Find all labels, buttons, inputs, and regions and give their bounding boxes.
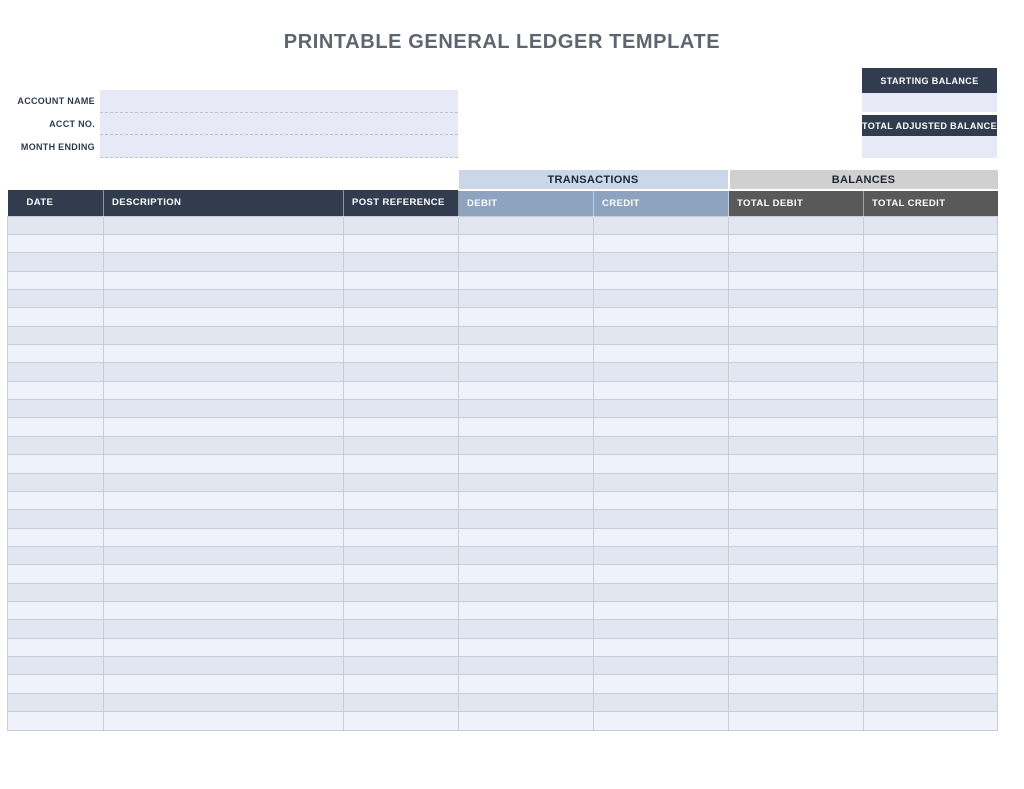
ledger-cell[interactable]	[594, 638, 729, 656]
ledger-cell[interactable]	[8, 253, 104, 271]
column-header-row	[8, 190, 998, 216]
ledger-cell[interactable]	[594, 473, 729, 491]
ledger-cell[interactable]	[104, 216, 344, 234]
ledger-cell[interactable]	[104, 436, 344, 454]
ledger-cell[interactable]	[729, 289, 864, 307]
ledger-cell[interactable]	[8, 418, 104, 436]
ledger-cell[interactable]	[344, 473, 459, 491]
ledger-cell[interactable]	[864, 510, 998, 528]
ledger-cell[interactable]	[344, 602, 459, 620]
ledger-cell[interactable]	[864, 418, 998, 436]
ledger-cell[interactable]	[864, 583, 998, 601]
ledger-row	[8, 638, 998, 656]
ledger-cell[interactable]	[8, 271, 104, 289]
ledger-cell[interactable]	[8, 363, 104, 381]
account-labels	[0, 90, 95, 158]
ledger-cell[interactable]	[729, 234, 864, 252]
ledger-cell[interactable]	[104, 638, 344, 656]
ledger-cell[interactable]	[729, 602, 864, 620]
ledger-cell[interactable]	[344, 712, 459, 730]
ledger-cell[interactable]	[729, 491, 864, 509]
ledger-cell[interactable]	[344, 363, 459, 381]
ledger-cell[interactable]	[594, 271, 729, 289]
ledger-cell[interactable]	[459, 712, 594, 730]
ledger-cell[interactable]	[459, 436, 594, 454]
ledger-cell[interactable]	[344, 216, 459, 234]
month-ending-field[interactable]	[100, 135, 458, 158]
ledger-cell[interactable]	[459, 455, 594, 473]
ledger-cell[interactable]	[8, 308, 104, 326]
ledger-cell[interactable]	[594, 234, 729, 252]
ledger-cell[interactable]	[344, 400, 459, 418]
column-header-date: DATE	[8, 190, 104, 216]
ledger-cell[interactable]	[459, 216, 594, 234]
month-ending-label: MONTH ENDING	[20, 141, 95, 152]
ledger-row	[8, 546, 998, 564]
ledger-cell[interactable]	[864, 363, 998, 381]
ledger-cell[interactable]	[864, 602, 998, 620]
ledger-cell[interactable]	[864, 638, 998, 656]
ledger-cell[interactable]	[344, 620, 459, 638]
ledger-cell[interactable]	[8, 234, 104, 252]
ledger-cell[interactable]	[864, 546, 998, 564]
ledger-cell[interactable]	[459, 253, 594, 271]
ledger-cell[interactable]	[104, 510, 344, 528]
ledger-cell[interactable]	[459, 565, 594, 583]
ledger-cell[interactable]	[8, 510, 104, 528]
ledger-cell[interactable]	[729, 510, 864, 528]
column-header-debit: DEBIT	[459, 190, 594, 216]
ledger-cell[interactable]	[729, 546, 864, 564]
ledger-cell[interactable]	[864, 473, 998, 491]
ledger-row	[8, 602, 998, 620]
ledger-cell[interactable]	[729, 693, 864, 711]
ledger-cell[interactable]	[864, 345, 998, 363]
ledger-cell[interactable]	[729, 253, 864, 271]
ledger-cell[interactable]	[344, 289, 459, 307]
ledger-cell[interactable]	[459, 345, 594, 363]
ledger-cell[interactable]	[729, 565, 864, 583]
ledger-cell[interactable]	[104, 693, 344, 711]
ledger-row	[8, 528, 998, 546]
ledger-cell[interactable]	[344, 638, 459, 656]
ledger-cell[interactable]	[344, 583, 459, 601]
ledger-cell[interactable]	[594, 657, 729, 675]
ledger-cell[interactable]	[459, 289, 594, 307]
ledger-cell[interactable]	[594, 675, 729, 693]
ledger-cell[interactable]	[594, 308, 729, 326]
ledger-cell[interactable]	[459, 308, 594, 326]
ledger-cell[interactable]	[8, 473, 104, 491]
ledger-cell[interactable]	[344, 546, 459, 564]
ledger-cell[interactable]	[729, 657, 864, 675]
ledger-body	[8, 216, 998, 730]
ledger-cell[interactable]	[104, 675, 344, 693]
ledger-cell[interactable]	[594, 455, 729, 473]
ledger-cell[interactable]	[459, 271, 594, 289]
ledger-row	[8, 381, 998, 399]
ledger-cell[interactable]	[104, 583, 344, 601]
ledger-cell[interactable]	[864, 620, 998, 638]
ledger-cell[interactable]	[594, 381, 729, 399]
ledger-cell[interactable]	[864, 234, 998, 252]
transactions-group-header: TRANSACTIONS	[459, 170, 729, 190]
ledger-cell[interactable]	[8, 602, 104, 620]
ledger-cell[interactable]	[729, 381, 864, 399]
ledger-cell[interactable]	[104, 253, 344, 271]
ledger-cell[interactable]	[864, 400, 998, 418]
ledger-cell[interactable]	[104, 381, 344, 399]
column-header-credit: CREDIT	[594, 190, 729, 216]
ledger-cell[interactable]	[8, 528, 104, 546]
ledger-cell[interactable]	[459, 620, 594, 638]
ledger-cell[interactable]	[864, 308, 998, 326]
ledger-cell[interactable]	[864, 289, 998, 307]
ledger-cell[interactable]	[729, 528, 864, 546]
ledger-cell[interactable]	[344, 455, 459, 473]
ledger-row	[8, 693, 998, 711]
ledger-cell[interactable]	[459, 400, 594, 418]
ledger-cell[interactable]	[594, 436, 729, 454]
ledger-cell[interactable]	[729, 345, 864, 363]
ledger-cell[interactable]	[864, 528, 998, 546]
ledger-cell[interactable]	[104, 602, 344, 620]
ledger-cell[interactable]	[344, 510, 459, 528]
ledger-cell[interactable]	[104, 657, 344, 675]
ledger-cell[interactable]	[344, 271, 459, 289]
ledger-cell[interactable]	[864, 712, 998, 730]
ledger-cell[interactable]	[864, 253, 998, 271]
ledger-cell[interactable]	[729, 583, 864, 601]
ledger-cell[interactable]	[864, 216, 998, 234]
acct-no-label: ACCT NO.	[49, 119, 95, 129]
ledger-cell[interactable]	[344, 308, 459, 326]
ledger-cell[interactable]	[459, 657, 594, 675]
ledger-cell[interactable]	[104, 418, 344, 436]
ledger-cell[interactable]	[864, 693, 998, 711]
ledger-cell[interactable]	[8, 326, 104, 344]
ledger-cell[interactable]	[104, 326, 344, 344]
ledger-row	[8, 712, 998, 730]
group-header-row	[8, 170, 998, 190]
ledger-cell[interactable]	[344, 565, 459, 583]
ledger-cell[interactable]	[104, 712, 344, 730]
ledger-cell[interactable]	[594, 583, 729, 601]
ledger-cell[interactable]	[344, 418, 459, 436]
ledger-cell[interactable]	[729, 216, 864, 234]
ledger-row	[8, 491, 998, 509]
ledger-cell[interactable]	[459, 675, 594, 693]
ledger-cell[interactable]	[864, 565, 998, 583]
ledger-cell[interactable]	[729, 473, 864, 491]
ledger-cell[interactable]	[594, 289, 729, 307]
acct-no-field[interactable]	[100, 113, 458, 136]
ledger-row	[8, 565, 998, 583]
ledger-cell[interactable]	[459, 510, 594, 528]
ledger-cell[interactable]	[8, 565, 104, 583]
ledger-table-wrap	[7, 170, 998, 731]
ledger-cell[interactable]	[8, 216, 104, 234]
ledger-cell[interactable]	[344, 326, 459, 344]
ledger-cell[interactable]	[104, 289, 344, 307]
ledger-cell[interactable]	[864, 326, 998, 344]
group-header-spacer	[8, 170, 459, 190]
ledger-cell[interactable]	[104, 620, 344, 638]
ledger-cell[interactable]	[8, 400, 104, 418]
ledger-row	[8, 289, 998, 307]
ledger-cell[interactable]	[8, 620, 104, 638]
ledger-row	[8, 436, 998, 454]
ledger-cell[interactable]	[8, 675, 104, 693]
ledger-cell[interactable]	[104, 308, 344, 326]
column-header-total-credit: TOTAL CREDIT	[864, 190, 998, 216]
ledger-cell[interactable]	[729, 436, 864, 454]
ledger-cell[interactable]	[594, 510, 729, 528]
column-header-total-debit: TOTAL DEBIT	[729, 190, 864, 216]
column-header-post-reference: POST REFERENCE	[344, 190, 459, 216]
ledger-row	[8, 675, 998, 693]
account-name-label: ACCOUNT NAME	[17, 96, 95, 107]
ledger-row	[8, 271, 998, 289]
ledger-cell[interactable]	[8, 712, 104, 730]
ledger-cell[interactable]	[104, 546, 344, 564]
ledger-cell[interactable]	[594, 491, 729, 509]
ledger-row	[8, 216, 998, 234]
ledger-cell[interactable]	[594, 253, 729, 271]
ledger-cell[interactable]	[8, 546, 104, 564]
ledger-row	[8, 418, 998, 436]
ledger-cell[interactable]	[8, 455, 104, 473]
ledger-cell[interactable]	[459, 491, 594, 509]
ledger-cell[interactable]	[864, 455, 998, 473]
ledger-cell[interactable]	[729, 363, 864, 381]
ledger-cell[interactable]	[8, 491, 104, 509]
starting-balance-field[interactable]	[862, 93, 997, 112]
ledger-cell[interactable]	[104, 400, 344, 418]
ledger-cell[interactable]	[8, 657, 104, 675]
ledger-cell[interactable]	[344, 693, 459, 711]
ledger-cell[interactable]	[8, 638, 104, 656]
ledger-cell[interactable]	[594, 326, 729, 344]
ledger-row	[8, 657, 998, 675]
ledger-cell[interactable]	[594, 565, 729, 583]
ledger-cell[interactable]	[344, 675, 459, 693]
account-fields	[100, 90, 458, 158]
ledger-cell[interactable]	[864, 436, 998, 454]
ledger-cell[interactable]	[864, 657, 998, 675]
ledger-cell[interactable]	[594, 693, 729, 711]
ledger-cell[interactable]	[729, 271, 864, 289]
ledger-table	[7, 170, 998, 731]
ledger-cell[interactable]	[594, 400, 729, 418]
column-header-description: DESCRIPTION	[104, 190, 344, 216]
ledger-cell[interactable]	[104, 473, 344, 491]
ledger-cell[interactable]	[104, 363, 344, 381]
ledger-cell[interactable]	[344, 381, 459, 399]
ledger-cell[interactable]	[729, 418, 864, 436]
ledger-cell[interactable]	[344, 253, 459, 271]
ledger-cell[interactable]	[459, 326, 594, 344]
balances-group-header: BALANCES	[729, 170, 998, 190]
ledger-cell[interactable]	[8, 289, 104, 307]
ledger-cell[interactable]	[8, 436, 104, 454]
ledger-cell[interactable]	[729, 400, 864, 418]
ledger-row	[8, 363, 998, 381]
ledger-row	[8, 345, 998, 363]
ledger-row	[8, 510, 998, 528]
ledger-cell[interactable]	[8, 693, 104, 711]
ledger-cell[interactable]	[104, 565, 344, 583]
ledger-cell[interactable]	[104, 528, 344, 546]
ledger-row	[8, 326, 998, 344]
ledger-row	[8, 455, 998, 473]
ledger-cell[interactable]	[729, 620, 864, 638]
ledger-row	[8, 253, 998, 271]
ledger-cell[interactable]	[104, 271, 344, 289]
ledger-cell[interactable]	[864, 271, 998, 289]
ledger-cell[interactable]	[594, 418, 729, 436]
ledger-cell[interactable]	[594, 363, 729, 381]
ledger-row	[8, 620, 998, 638]
ledger-cell[interactable]	[594, 620, 729, 638]
ledger-row	[8, 234, 998, 252]
ledger-cell[interactable]	[864, 675, 998, 693]
ledger-row	[8, 583, 998, 601]
ledger-cell[interactable]	[344, 345, 459, 363]
ledger-cell[interactable]	[459, 693, 594, 711]
total-adjusted-balance-header: TOTAL ADJUSTED BALANCE	[862, 115, 997, 136]
total-adjusted-balance-field[interactable]	[862, 136, 997, 158]
ledger-cell[interactable]	[104, 345, 344, 363]
ledger-row	[8, 400, 998, 418]
ledger-cell[interactable]	[594, 712, 729, 730]
ledger-cell[interactable]	[594, 216, 729, 234]
page-title: PRINTABLE GENERAL LEDGER TEMPLATE	[283, 31, 721, 53]
ledger-cell[interactable]	[594, 528, 729, 546]
ledger-cell[interactable]	[459, 638, 594, 656]
ledger-cell[interactable]	[729, 675, 864, 693]
ledger-cell[interactable]	[729, 638, 864, 656]
ledger-cell[interactable]	[344, 436, 459, 454]
ledger-cell[interactable]	[864, 491, 998, 509]
ledger-cell[interactable]	[459, 546, 594, 564]
ledger-cell[interactable]	[104, 455, 344, 473]
ledger-cell[interactable]	[344, 234, 459, 252]
ledger-cell[interactable]	[459, 583, 594, 601]
ledger-row	[8, 308, 998, 326]
ledger-cell[interactable]	[104, 234, 344, 252]
ledger-cell[interactable]	[729, 455, 864, 473]
ledger-cell[interactable]	[344, 657, 459, 675]
ledger-cell[interactable]	[344, 528, 459, 546]
ledger-cell[interactable]	[864, 381, 998, 399]
ledger-cell[interactable]	[8, 381, 104, 399]
ledger-cell[interactable]	[8, 583, 104, 601]
ledger-cell[interactable]	[594, 546, 729, 564]
ledger-cell[interactable]	[729, 712, 864, 730]
ledger-cell[interactable]	[729, 326, 864, 344]
ledger-cell[interactable]	[729, 308, 864, 326]
starting-balance-header: STARTING BALANCE	[862, 68, 997, 93]
ledger-cell[interactable]	[8, 345, 104, 363]
ledger-cell[interactable]	[459, 602, 594, 620]
ledger-cell[interactable]	[594, 345, 729, 363]
ledger-cell[interactable]	[459, 363, 594, 381]
ledger-cell[interactable]	[594, 602, 729, 620]
ledger-cell[interactable]	[459, 234, 594, 252]
ledger-cell[interactable]	[459, 528, 594, 546]
ledger-cell[interactable]	[104, 491, 344, 509]
ledger-cell[interactable]	[459, 473, 594, 491]
ledger-cell[interactable]	[459, 381, 594, 399]
ledger-cell[interactable]	[344, 491, 459, 509]
ledger-cell[interactable]	[459, 418, 594, 436]
ledger-row	[8, 473, 998, 491]
account-name-field[interactable]	[100, 90, 458, 113]
